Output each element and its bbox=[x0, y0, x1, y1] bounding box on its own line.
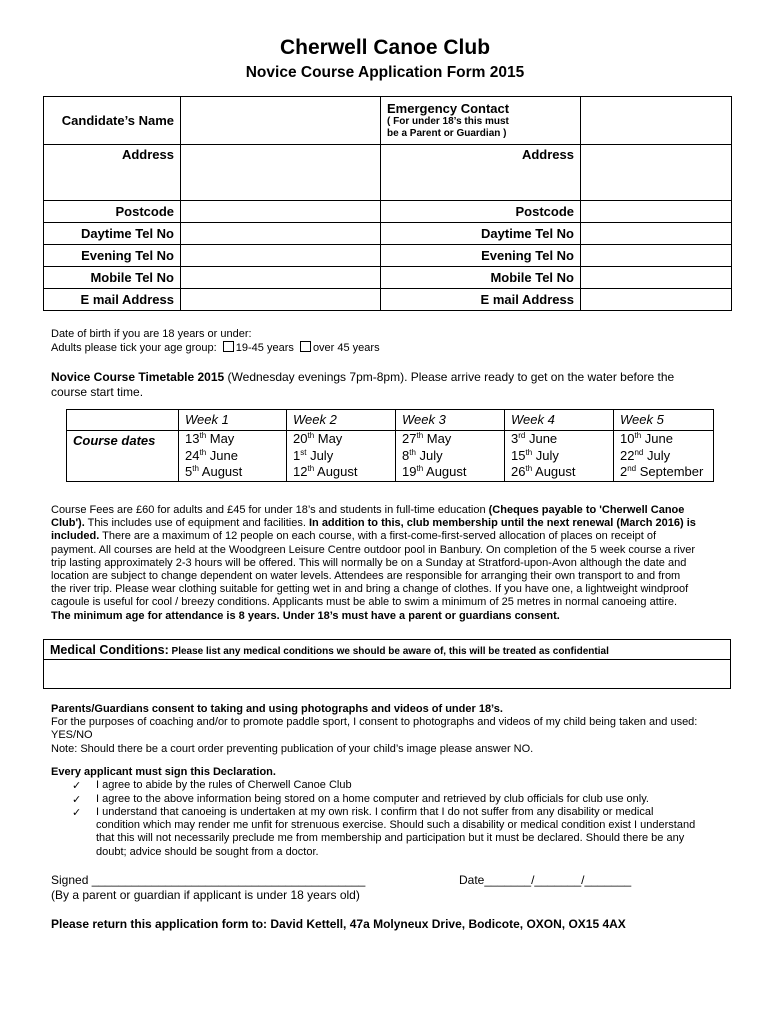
emergency-evening-tel-label: Evening Tel No bbox=[381, 245, 581, 267]
emergency-postcode-field[interactable] bbox=[581, 201, 732, 223]
address-field[interactable] bbox=[181, 145, 381, 201]
mobile-tel-label: Mobile Tel No bbox=[44, 267, 181, 289]
emergency-contact-note-line2: be a Parent or Guardian ) bbox=[387, 128, 507, 139]
date-line: 3rd June bbox=[511, 431, 558, 446]
email-label: E mail Address bbox=[44, 289, 181, 311]
photo-consent-heading: Parents/Guardians consent to taking and using photographs and videos of under 18’s. bbox=[51, 703, 503, 715]
week-5-dates bbox=[614, 431, 714, 482]
date-line-field[interactable]: Date_______/_______/_______ bbox=[459, 873, 632, 887]
yes-no-option[interactable]: YES/NO bbox=[51, 729, 93, 742]
address-label: Address bbox=[44, 145, 181, 201]
form-title: Cherwell Canoe Club bbox=[279, 36, 491, 59]
declaration-item-1: I agree to abide by the rules of Cherwell Canoe Club bbox=[96, 779, 352, 791]
emergency-postcode-label: Postcode bbox=[381, 201, 581, 223]
photo-consent-section: Parents/Guardians consent to taking and using photographs and videos of under 18’s. For the purposes of coaching and/or to promote paddle sport, I consent to photographs and videos of my child being taken and used: YES/NO Note: Should there be a court order preventing publication of your child’s image please answer NO. bbox=[51, 703, 741, 756]
week-header: Week 2 bbox=[287, 410, 396, 431]
timetable-corner-cell bbox=[67, 410, 179, 431]
age-19-45-checkbox[interactable] bbox=[223, 341, 234, 352]
age-group-line bbox=[51, 341, 380, 355]
date-line: 24th June bbox=[185, 447, 238, 463]
age-over-45-label: over 45 years bbox=[312, 342, 380, 354]
emergency-daytime-tel-field[interactable] bbox=[581, 223, 732, 245]
medical-conditions-note: Please list any medical conditions we should be aware of, this will be treated as confidential bbox=[168, 645, 609, 657]
candidate-name-label: Candidate’s Name bbox=[44, 97, 181, 145]
form-subtitle: Novice Course Application Form 2015 bbox=[245, 64, 525, 81]
emergency-email-field[interactable] bbox=[581, 289, 732, 311]
medical-conditions-table bbox=[43, 639, 731, 689]
mobile-tel-field[interactable] bbox=[181, 267, 381, 289]
candidate-name-field[interactable] bbox=[181, 97, 381, 145]
course-fees-paragraph: Course Fees are £60 for adults and £45 for under 18’s and students in full-time education (Cheques payable to 'Cherwell Canoe Club'). This includes use of equipment and facilities. In addition to this, club membership until the next renewal (March 2016) is included. There are a maximum of 12 people on each course, with a first-come-first-served allocation of places on receipt of payment. All courses are held at the Woodgreen Leisure Centre outdoor pool in Banbury. On completion of the 5 week course a river trip lasting approximately 2-3 hours will be offered. This will normally be on a Sunday at Stratford-upon-Avon although the date and location are subject to change dependent on water levels. Attendees are responsible for arranging their own transport to and from the river trip. Please wear clothing suitable for getting wet in and bring a change of clothes. If you have one, a lightweight windproof cagoule is useful for cool / breezy conditions. Applicants must be able to swim a minimum of 25 metres in normal canoeing attire. The minimum age for attendance is 8 years. Under 18’s must have a parent or guardians consent. bbox=[51, 504, 731, 623]
evening-tel-label: Evening Tel No bbox=[44, 245, 181, 267]
date-line: 5th August bbox=[185, 464, 243, 479]
timetable-heading bbox=[51, 370, 731, 400]
daytime-tel-field[interactable] bbox=[181, 223, 381, 245]
evening-tel-field[interactable] bbox=[181, 245, 381, 267]
course-dates-label: Course dates bbox=[67, 431, 179, 482]
age-19-45-label: 19-45 years bbox=[235, 342, 294, 354]
timetable-heading-text: (Wednesday evenings 7pm-8pm). Please arrive ready to get on the water before the bbox=[224, 370, 675, 384]
emergency-daytime-tel-label: Daytime Tel No bbox=[381, 223, 581, 245]
week-header: Week 1 bbox=[179, 410, 287, 431]
minimum-age-notice: The minimum age for attendance is 8 years. Under 18’s must have a parent or guardians consent. bbox=[51, 609, 560, 622]
check-icon: ✓ bbox=[72, 780, 82, 792]
emergency-address-field[interactable] bbox=[581, 145, 732, 201]
timetable-heading-line2: course start time. bbox=[51, 385, 144, 399]
medical-conditions-title: Medical Conditions: bbox=[50, 642, 169, 657]
emergency-contact-label bbox=[381, 97, 581, 145]
email-field[interactable] bbox=[181, 289, 381, 311]
age-group-label: Adults please tick your age group: bbox=[51, 342, 217, 354]
date-line: 10th June bbox=[620, 431, 673, 446]
emergency-mobile-tel-label: Mobile Tel No bbox=[381, 267, 581, 289]
date-line: 15th July bbox=[511, 447, 559, 463]
week-header: Week 4 bbox=[505, 410, 614, 431]
emergency-mobile-tel-field[interactable] bbox=[581, 267, 732, 289]
course-timetable-table bbox=[66, 409, 714, 482]
date-line: 22nd July bbox=[620, 447, 671, 463]
dob-line: Date of birth if you are 18 years or under: bbox=[51, 328, 252, 340]
week-1-dates bbox=[179, 431, 287, 482]
postcode-field[interactable] bbox=[181, 201, 381, 223]
date-line: 20th May bbox=[293, 431, 343, 446]
date-line: 12th August bbox=[293, 464, 358, 479]
emergency-evening-tel-field[interactable] bbox=[581, 245, 732, 267]
check-icon: ✓ bbox=[72, 794, 82, 806]
postcode-label: Postcode bbox=[44, 201, 181, 223]
week-header: Week 5 bbox=[614, 410, 714, 431]
return-address: Please return this application form to: David Kettell, 47a Molyneux Drive, Bodicote, OXON, OX15 4AX bbox=[51, 917, 626, 931]
date-line: 8th July bbox=[402, 447, 443, 463]
signature-line[interactable]: Signed _________________________________________ bbox=[51, 873, 366, 887]
signature-note: (By a parent or guardian if applicant is under 18 years old) bbox=[51, 888, 360, 902]
date-line: 19th August bbox=[402, 464, 467, 479]
emergency-contact-field[interactable] bbox=[581, 97, 732, 145]
medical-conditions-header bbox=[44, 640, 731, 660]
emergency-contact-title: Emergency Contact bbox=[387, 101, 510, 116]
week-3-dates bbox=[396, 431, 505, 482]
date-line: 13th May bbox=[185, 431, 235, 446]
date-line: 2nd September bbox=[620, 464, 704, 479]
declaration-item-2: I agree to the above information being stored on a home computer and retrieved by club officials for club use only. bbox=[96, 793, 649, 805]
timetable-heading-bold: Novice Course Timetable 2015 bbox=[51, 370, 225, 384]
check-icon: ✓ bbox=[72, 807, 82, 819]
medical-conditions-field[interactable] bbox=[44, 660, 731, 689]
week-4-dates bbox=[505, 431, 614, 482]
contact-details-table bbox=[43, 96, 732, 311]
date-line: 27th May bbox=[402, 431, 452, 446]
date-line: 26th August bbox=[511, 464, 576, 479]
age-over-45-checkbox[interactable] bbox=[300, 341, 311, 352]
declaration-item-3: I understand that canoeing is undertaken at my own risk. I confirm that I do not suffer from any disability or medical condition which may render me unfit for strenuous exercise. Should such a disability or medical condition exist I understand that this will not necessarily preclude me from membership and participation but it must be declared. Should there be any doubt; advice should be sought from a doctor. bbox=[96, 806, 696, 858]
date-line: 1st July bbox=[293, 447, 334, 463]
declaration-heading: Every applicant must sign this Declaration. bbox=[51, 766, 276, 778]
week-header: Week 3 bbox=[396, 410, 505, 431]
week-2-dates bbox=[287, 431, 396, 482]
emergency-email-label: E mail Address bbox=[381, 289, 581, 311]
emergency-contact-note-line1: ( For under 18’s this must bbox=[387, 116, 509, 127]
emergency-address-label: Address bbox=[381, 145, 581, 201]
daytime-tel-label: Daytime Tel No bbox=[44, 223, 181, 245]
